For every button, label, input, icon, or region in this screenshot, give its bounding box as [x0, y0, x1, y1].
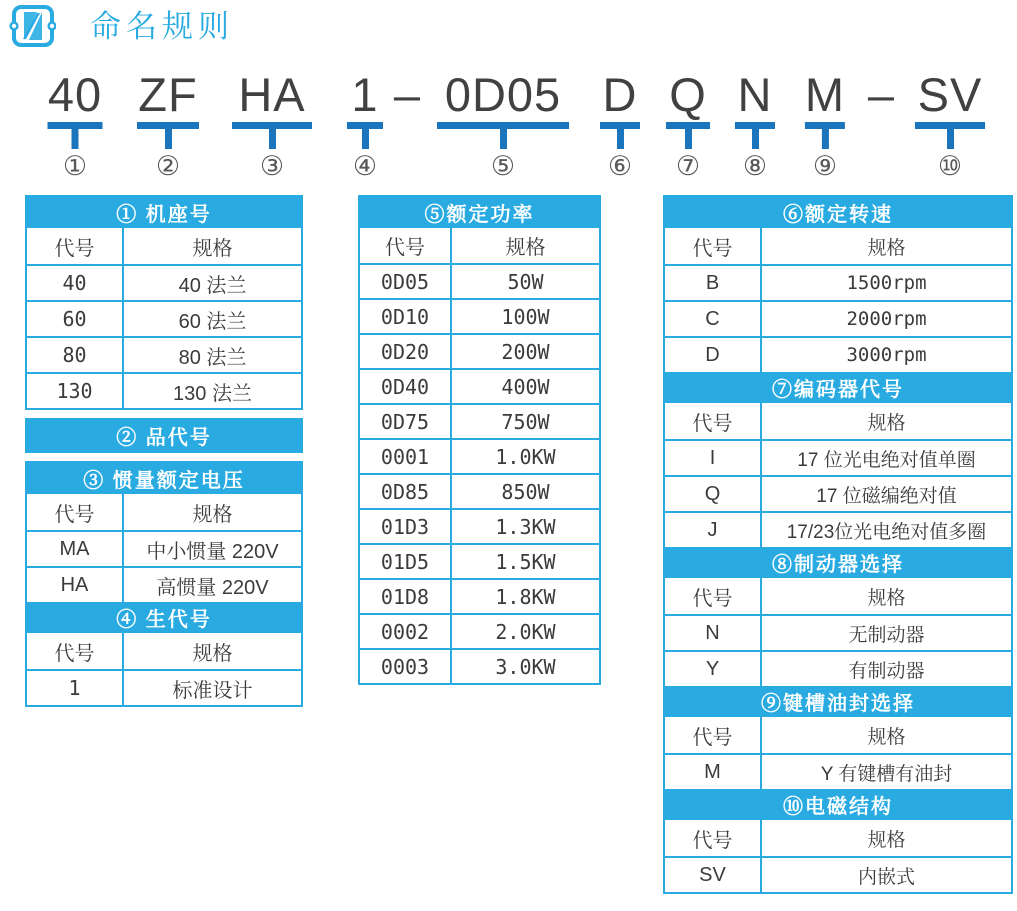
- spec-cell: 17/23位光电绝对值多圈: [786, 521, 987, 543]
- column-header-spec: 规格: [867, 726, 906, 748]
- spec-cell: 有制动器: [848, 660, 925, 682]
- code-cell: 0D85: [360, 475, 452, 508]
- code-segment-text: 40: [47, 68, 103, 121]
- spec-cell: 200W: [501, 339, 550, 364]
- section-header-bar: ⑩电磁结构: [665, 789, 1011, 820]
- spec-cell: 60 法兰: [178, 310, 247, 333]
- column-header-spec: 规格: [505, 237, 546, 259]
- table-row: [665, 650, 1011, 686]
- spec-cell: 750W: [501, 409, 550, 434]
- code-segment-text: Q: [669, 68, 707, 121]
- spec-cell: 中小惯量 220V: [146, 540, 279, 563]
- segment-underline: [600, 122, 640, 129]
- model-code-segment: [600, 70, 640, 180]
- code-cell: 01D8: [360, 580, 452, 613]
- table-row: [27, 530, 301, 566]
- table-row: [360, 473, 599, 508]
- segment-underline: [915, 122, 985, 129]
- spec-cell: 2.0KW: [495, 619, 556, 644]
- table-row: [360, 438, 599, 473]
- section-header-bar: ④ 生代号: [27, 602, 301, 633]
- model-code-segment: [232, 70, 312, 180]
- spec-cell: 高惯量 220V: [156, 576, 269, 599]
- code-cell: MA: [27, 532, 124, 566]
- model-code-segment: [666, 70, 710, 180]
- segment-underline: [347, 122, 383, 129]
- spec-cell: 50W: [507, 269, 544, 294]
- table-block: [25, 461, 303, 707]
- column-header-spec: 规格: [192, 237, 233, 260]
- code-cell: SV: [665, 858, 762, 892]
- segment-underline: [805, 122, 845, 129]
- code-segment-text: HA: [238, 68, 306, 121]
- column-header-code: 代号: [665, 820, 762, 856]
- spec-cell: 2000rpm: [846, 308, 927, 330]
- section-header-bar: ⑧制动器选择: [665, 547, 1011, 578]
- table-row: [665, 511, 1011, 547]
- spec-cell: Y 有键槽有油封: [820, 763, 953, 785]
- spec-cell: 17 位光电绝对值单圈: [797, 449, 976, 471]
- code-cell: 0D20: [360, 335, 452, 368]
- code-cell: I: [665, 441, 762, 475]
- table-row: [360, 263, 599, 298]
- code-segment-text: N: [737, 68, 773, 121]
- column-header-row: [665, 403, 1011, 439]
- page-title: 命名规则: [90, 9, 234, 44]
- column-header-code: 代号: [665, 717, 762, 753]
- column-header-code: 代号: [665, 403, 762, 439]
- code-cell: 0D75: [360, 405, 452, 438]
- column-header-code: 代号: [360, 228, 452, 263]
- code-segment-text: SV: [917, 68, 983, 121]
- code-segment-text: M: [804, 68, 846, 121]
- spec-cell: 1.0KW: [495, 444, 556, 469]
- code-cell: C: [665, 302, 762, 336]
- model-code-segment: [437, 70, 569, 180]
- model-code-segment: [137, 70, 199, 180]
- column-header-row: [360, 228, 599, 263]
- model-code-segment: [347, 70, 383, 180]
- model-code-segment: [48, 70, 103, 180]
- model-code-segment: [915, 70, 985, 180]
- segment-underline: [437, 122, 569, 129]
- circled-number: ⑩: [937, 151, 963, 181]
- table-row: [360, 578, 599, 613]
- table-row: [27, 336, 301, 372]
- circled-number: ①: [62, 151, 88, 181]
- code-cell: 0D40: [360, 370, 452, 403]
- table-block: [663, 195, 1013, 894]
- segment-underline: [48, 122, 103, 129]
- segment-tick: [165, 129, 172, 149]
- column-header-code: 代号: [27, 633, 124, 669]
- spec-cell: 1.8KW: [495, 584, 556, 609]
- section-header-bar: ② 品代号: [27, 420, 301, 451]
- table-row: [360, 298, 599, 333]
- spec-cell: 1500rpm: [846, 272, 927, 294]
- table-row: [360, 543, 599, 578]
- column-header-code: 代号: [27, 494, 124, 530]
- spec-cell: 40 法兰: [178, 274, 247, 297]
- section-header-bar: ⑦编码器代号: [665, 372, 1011, 403]
- segment-tick: [72, 129, 79, 149]
- spec-cell: 1.3KW: [495, 514, 556, 539]
- table-row: [360, 508, 599, 543]
- model-code-segment: [805, 70, 845, 180]
- code-segment-text: ZF: [138, 68, 198, 121]
- table-row: [27, 264, 301, 300]
- column-header-row: [665, 578, 1011, 614]
- spec-cell: 850W: [501, 479, 550, 504]
- spec-cell: 内嵌式: [857, 866, 915, 888]
- column-header-code: 代号: [665, 578, 762, 614]
- code-cell: M: [665, 755, 762, 789]
- table-row: [27, 300, 301, 336]
- section-header-bar: ⑨键槽油封选择: [665, 686, 1011, 717]
- column-header-row: [665, 228, 1011, 264]
- table-row: [665, 439, 1011, 475]
- circled-number: ⑦: [675, 151, 701, 181]
- table-block: [25, 418, 303, 453]
- circled-number: ⑥: [607, 151, 633, 181]
- column-header-spec: 规格: [192, 503, 233, 526]
- column-header-row: [27, 228, 301, 264]
- code-cell: 0002: [360, 615, 452, 648]
- model-code-row: [0, 0, 1017, 190]
- table-column-right: [663, 195, 1013, 894]
- model-code-segment: [735, 70, 775, 180]
- column-header-spec: 规格: [867, 237, 906, 259]
- spec-cell: 3000rpm: [846, 344, 927, 366]
- segment-underline: [232, 122, 312, 129]
- code-cell: 130: [27, 374, 124, 408]
- column-header-row: [665, 820, 1011, 856]
- table-row: [27, 372, 301, 408]
- code-cell: B: [665, 266, 762, 300]
- table-row: [360, 333, 599, 368]
- segment-tick: [947, 129, 954, 149]
- column-header-row: [27, 494, 301, 530]
- circled-number: ⑨: [812, 151, 838, 181]
- circled-number: ⑤: [490, 151, 516, 181]
- spec-cell: 无制动器: [848, 624, 925, 646]
- code-cell: 40: [27, 266, 124, 300]
- segment-tick: [822, 129, 829, 149]
- table-block: [358, 195, 601, 685]
- code-cell: 0003: [360, 650, 452, 683]
- code-cell: N: [665, 616, 762, 650]
- spec-cell: 100W: [501, 304, 550, 329]
- code-segment-text: 1: [351, 68, 379, 121]
- section-header-bar: ⑥额定转速: [665, 197, 1011, 228]
- code-cell: 0D05: [360, 265, 452, 298]
- code-cell: 0D10: [360, 300, 452, 333]
- segment-underline: [666, 122, 710, 129]
- code-cell: 01D5: [360, 545, 452, 578]
- table-row: [665, 300, 1011, 336]
- table-block: [25, 195, 303, 410]
- code-cell: 1: [27, 671, 124, 705]
- code-cell: HA: [27, 568, 124, 602]
- spec-cell: 17 位磁编绝对值: [816, 485, 957, 507]
- code-segment-text: 0D05: [444, 68, 562, 121]
- section-header-bar: ⑤额定功率: [360, 197, 599, 228]
- table-row: [360, 368, 599, 403]
- spec-cell: 130 法兰: [173, 382, 252, 405]
- code-dash: –: [393, 68, 421, 121]
- segment-tick: [269, 129, 276, 149]
- column-header-code: 代号: [665, 228, 762, 264]
- table-row: [665, 336, 1011, 372]
- segment-underline: [137, 122, 199, 129]
- segment-tick: [685, 129, 692, 149]
- table-row: [665, 264, 1011, 300]
- circled-number: ④: [352, 151, 378, 181]
- code-cell: Y: [665, 652, 762, 686]
- spec-cell: 80 法兰: [178, 346, 247, 369]
- spec-cell: 3.0KW: [495, 654, 556, 679]
- circled-number: ③: [259, 151, 285, 181]
- code-cell: 01D3: [360, 510, 452, 543]
- table-row: [360, 648, 599, 683]
- table-row: [27, 669, 301, 705]
- circled-number: ②: [155, 151, 181, 181]
- code-cell: 0001: [360, 440, 452, 473]
- code-cell: Q: [665, 477, 762, 511]
- section-header-bar: ③ 惯量额定电压: [27, 463, 301, 494]
- column-header-spec: 规格: [867, 412, 906, 434]
- segment-tick: [362, 129, 369, 149]
- code-dash: –: [867, 68, 895, 121]
- code-cell: 60: [27, 302, 124, 336]
- section-header-bar: ① 机座号: [27, 197, 301, 228]
- table-row: [665, 614, 1011, 650]
- spec-cell: 标准设计: [172, 679, 253, 702]
- segment-tick: [500, 129, 507, 149]
- table-row: [360, 403, 599, 438]
- segment-tick: [617, 129, 624, 149]
- code-segment-text: D: [602, 68, 638, 121]
- column-header-spec: 规格: [867, 587, 906, 609]
- code-cell: D: [665, 338, 762, 372]
- column-header-spec: 规格: [867, 829, 906, 851]
- spec-cell: 1.5KW: [495, 549, 556, 574]
- table-column-middle: [358, 195, 601, 685]
- table-row: [665, 753, 1011, 789]
- column-header-row: [665, 717, 1011, 753]
- column-header-spec: 规格: [192, 642, 233, 665]
- table-row: [27, 566, 301, 602]
- table-row: [665, 856, 1011, 892]
- table-row: [665, 475, 1011, 511]
- segment-tick: [752, 129, 759, 149]
- code-cell: J: [665, 513, 762, 547]
- segment-underline: [735, 122, 775, 129]
- column-header-code: 代号: [27, 228, 124, 264]
- circled-number: ⑧: [742, 151, 768, 181]
- spec-cell: 400W: [501, 374, 550, 399]
- table-row: [360, 613, 599, 648]
- code-cell: 80: [27, 338, 124, 372]
- table-column-left: [25, 195, 303, 707]
- column-header-row: [27, 633, 301, 669]
